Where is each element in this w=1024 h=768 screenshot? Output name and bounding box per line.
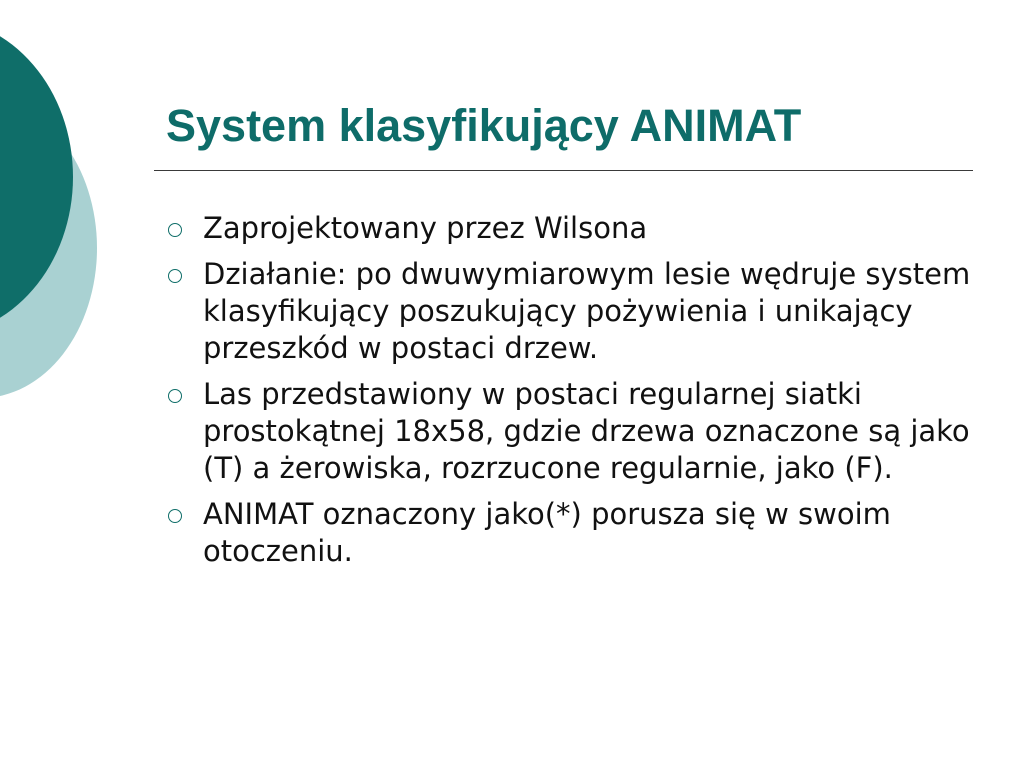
hollow-circle-icon (168, 389, 182, 403)
title-divider (154, 170, 973, 171)
slide-title: System klasyfikujący ANIMAT (166, 100, 802, 151)
bullet-text: Zaprojektowany przez Wilsona (203, 211, 648, 245)
bullet-item (166, 496, 981, 570)
bullet-text: ANIMAT oznaczony jako(*) porusza się w swoim otoczeniu. (203, 497, 891, 568)
bullet-item (166, 376, 981, 487)
bullet-item (166, 210, 981, 247)
bullet-text: Las przedstawiony w postaci regularnej siatki prostokątnej 18x58, gdzie drzewa oznaczone są jako (T) a żerowiska, rozrzucone regularnie, jako (F). (203, 377, 970, 485)
hollow-circle-icon (168, 269, 182, 283)
bullet-list (166, 210, 981, 579)
bullet-item (166, 256, 981, 367)
hollow-circle-icon (168, 223, 182, 237)
bullet-text: Działanie: po dwuwymiarowym lesie wędruje system klasyfikujący poszukujący pożywienia i unikający przeszkód w postaci drzew. (203, 257, 971, 365)
hollow-circle-icon (168, 509, 182, 523)
